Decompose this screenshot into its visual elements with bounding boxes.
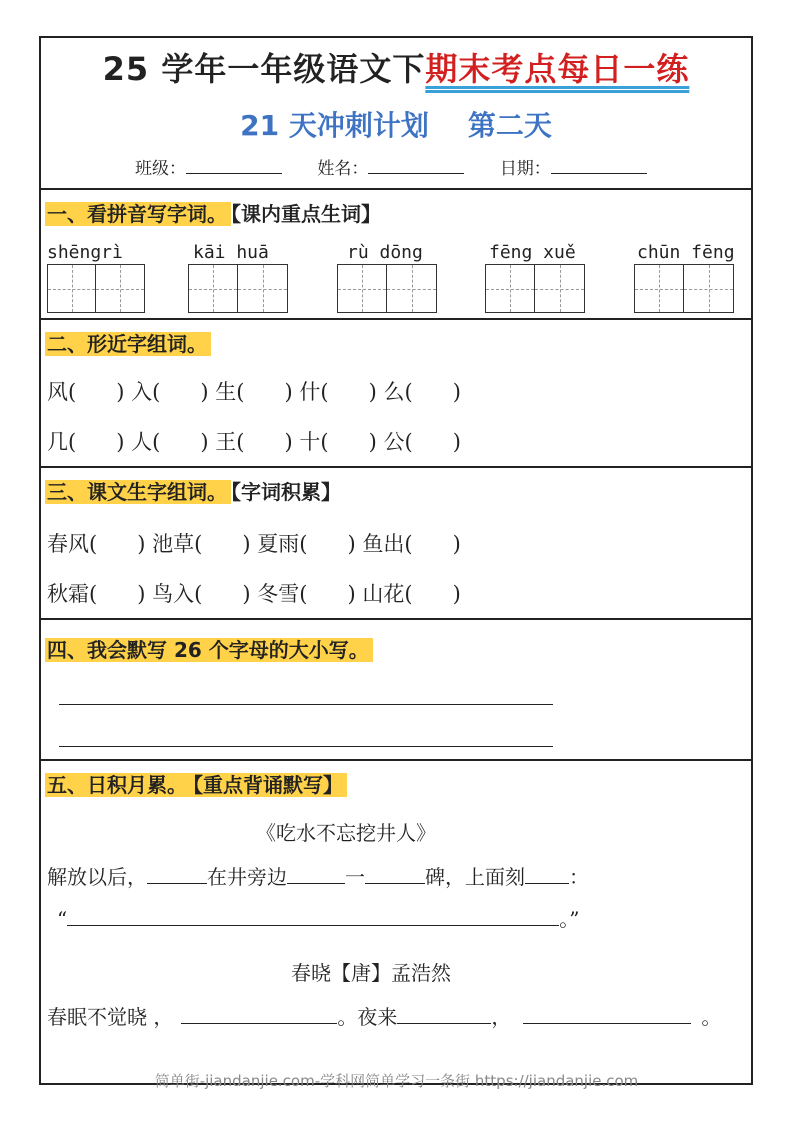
writing-grid[interactable] <box>47 264 145 314</box>
name-field[interactable] <box>368 159 464 174</box>
answer-blank[interactable] <box>147 865 207 884</box>
section-heading: 二、形近字组词。 <box>45 328 211 360</box>
answer-blank[interactable] <box>287 865 345 884</box>
name-label: 姓名： <box>317 159 369 179</box>
poem-title: 春晓【唐】孟浩然 <box>291 961 451 985</box>
section-heading: 一、看拼音写字词。 【课内重点生词】 <box>47 202 381 226</box>
section-heading: 四、我会默写 26 个字母的大小写。 <box>45 634 373 666</box>
writing-grid[interactable] <box>634 264 734 314</box>
section-word-groups <box>41 466 751 620</box>
footer-watermark: 简单街-jiandanjie.com-学科网简单学习一条街 https://jiandanjie.com <box>154 1072 639 1090</box>
exercise-row: 几( ) 人( ) 王( ) 十( ) 公( ) <box>47 430 461 454</box>
quote-line: “ 。” <box>57 907 580 931</box>
section-similar-chars <box>41 318 751 468</box>
section-alphabet <box>41 618 751 761</box>
answer-blank[interactable] <box>525 865 569 884</box>
passage-title: 《吃水不忘挖井人》 <box>256 821 436 845</box>
answer-blank[interactable] <box>67 907 559 926</box>
answer-blank[interactable] <box>523 1005 691 1024</box>
class-field[interactable] <box>186 159 282 174</box>
exercise-row: 春风( ) 池草( ) 夏雨( ) 鱼出( ) <box>47 532 461 556</box>
exercise-row: 秋霜( ) 鸟入( ) 冬雪( ) 山花( ) <box>47 582 461 606</box>
pinyin-label: fēng xuě <box>489 242 576 263</box>
title-prefix: 25 学年一年级语文下 <box>102 50 426 88</box>
section-pinyin <box>41 188 751 320</box>
writing-grid[interactable] <box>485 264 585 314</box>
answer-blank[interactable] <box>181 1005 337 1024</box>
student-info <box>135 154 677 179</box>
writing-grid[interactable] <box>188 264 288 314</box>
writing-grid[interactable] <box>337 264 437 314</box>
answer-line[interactable] <box>59 704 553 705</box>
passage-line: 解放以后， 在井旁边 一 碑，上面刻 ： <box>47 865 589 889</box>
date-field[interactable] <box>551 159 647 174</box>
subtitle: 21 天冲刺计划 第二天 <box>240 109 552 142</box>
answer-blank[interactable] <box>365 865 425 884</box>
answer-blank[interactable] <box>397 1005 491 1024</box>
pinyin-label: chūn fēng <box>637 242 735 263</box>
class-label: 班级： <box>135 159 186 179</box>
exercise-row: 风( ) 入( ) 生( ) 什( ) 么( ) <box>47 380 461 404</box>
section-heading: 三、课文生字组词。 【字词积累】 <box>47 480 341 504</box>
poem-line: 春眠不觉晓 ， 。夜来 ， 。 <box>47 1005 722 1029</box>
worksheet-title <box>41 46 751 92</box>
section-heading: 五、日积月累。 【重点背诵默写】 <box>45 769 347 801</box>
pinyin-label: rù dōng <box>347 242 423 263</box>
pinyin-label: shēngrì <box>47 242 123 263</box>
date-label: 日期： <box>499 159 551 179</box>
answer-line[interactable] <box>59 746 553 747</box>
worksheet <box>39 36 753 1085</box>
pinyin-label: kāi huā <box>193 242 269 263</box>
title-highlight: 期末考点每日一练 <box>425 50 690 88</box>
section-recitation <box>41 759 751 1087</box>
